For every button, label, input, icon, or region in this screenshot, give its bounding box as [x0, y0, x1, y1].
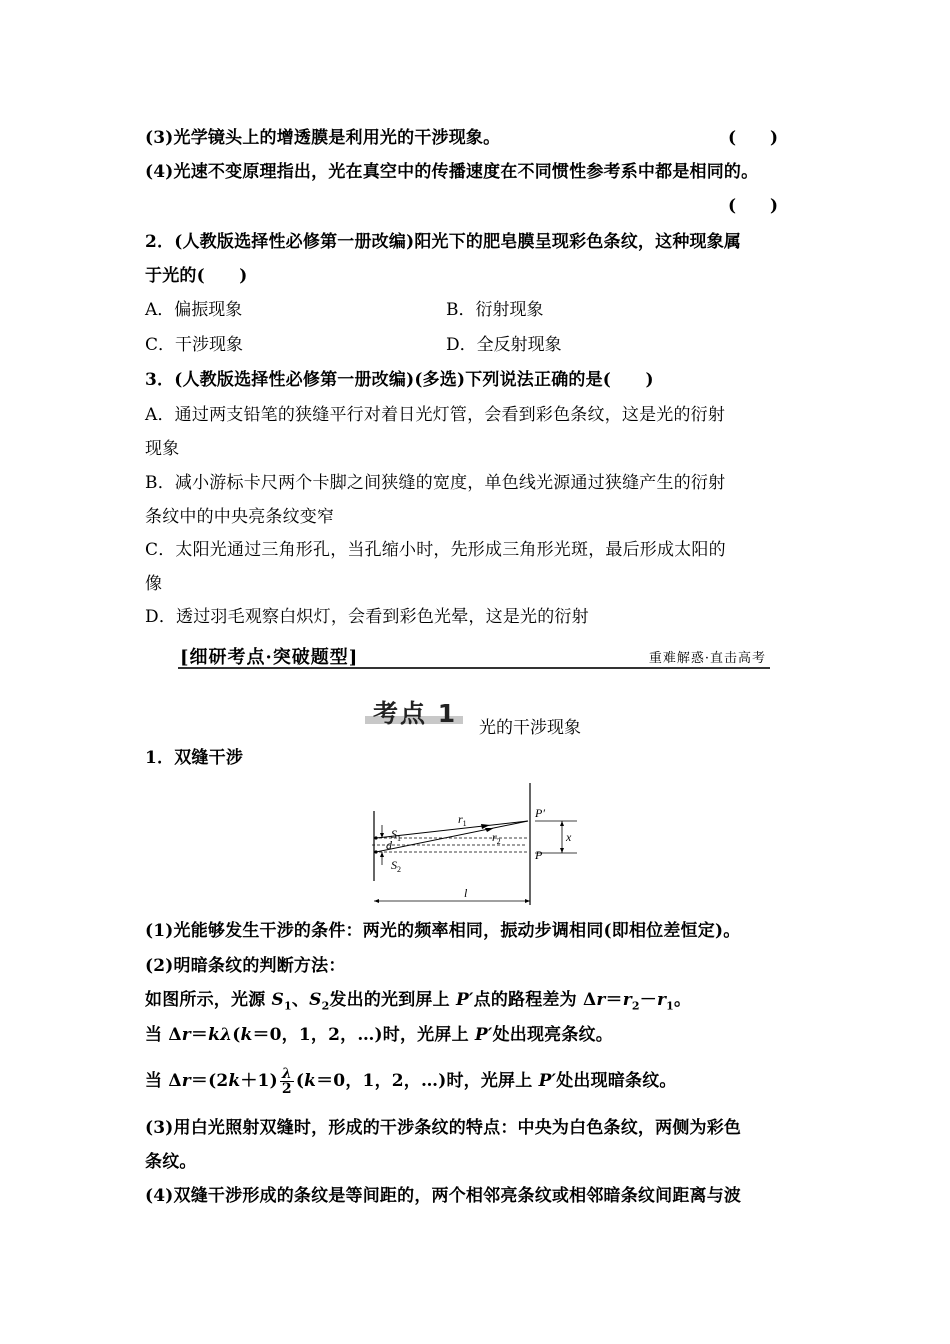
label-s2: $S_2$	[391, 858, 401, 874]
double-slit-diagram	[372, 783, 582, 908]
body-p5: 当 Δr＝(2k＋1) $\frac{\lambda}{2}$ (k＝0，1，2，…)时，光屏上 P′处出现暗条纹。	[145, 1066, 677, 1097]
q2-option-a: A．偏振现象	[145, 300, 243, 320]
q1-item3-answer-blank: ( )	[728, 128, 779, 148]
q2-option-b: B．衍射现象	[446, 300, 544, 320]
label-p: P	[535, 848, 543, 862]
body-p2: (2)明暗条纹的判断方法：	[145, 956, 346, 976]
q3-option-c-line1: C．太阳光通过三角形孔，当孔缩小时，先形成三角形光斑，最后形成太阳的	[145, 540, 726, 560]
q2-option-d: D．全反射现象	[446, 335, 562, 355]
l-arrow-right	[525, 899, 530, 903]
label-p-prime: P′	[535, 806, 545, 820]
body-p6-line1: (3)用白光照射双缝时，形成的干涉条纹的特点：中央为白色条纹，两侧为彩色	[145, 1118, 742, 1138]
label-r2: $r_2$	[492, 830, 501, 846]
q3-option-a-line1: A．通过两支铅笔的狭缝平行对着日光灯管，会看到彩色条纹，这是光的衍射	[145, 405, 726, 425]
kaodian-badge-text: 考点 1	[373, 699, 458, 728]
banner-title: [细研考点·突破题型]	[180, 647, 359, 668]
q1-item4: (4)光速不变原理指出，光在真空中的传播速度在不同惯性参考系中都是相同的。	[145, 162, 759, 182]
body-p7-line1: (4)双缝干涉形成的条纹是等间距的，两个相邻亮条纹或相邻暗条纹间距离与波	[145, 1186, 742, 1206]
body-p4: 当 Δr＝kλ(k＝0，1，2，…)时，光屏上 P′处出现亮条纹。	[145, 1025, 613, 1045]
q1-item3: (3)光学镜头上的增透膜是利用光的干涉现象。	[145, 128, 501, 148]
body-p6-line2: 条纹。	[145, 1152, 197, 1172]
section-banner	[178, 643, 770, 669]
q3-option-b-line1: B．减小游标卡尺两个卡脚之间狭缝的宽度，单色线光源通过狭缝产生的衍射	[145, 473, 726, 493]
source-s1-dot	[374, 836, 377, 839]
label-s1: $S_1$	[391, 827, 401, 843]
q3-stem: 3．(人教版选择性必修第一册改编)(多选)下列说法正确的是( )	[145, 370, 654, 390]
kaodian-title: 光的干涉现象	[479, 718, 581, 738]
q1-item4-answer-blank: ( )	[728, 196, 779, 216]
q3-option-b-line2: 条纹中的中央亮条纹变窄	[145, 507, 335, 527]
q2-option-c: C．干涉现象	[145, 335, 244, 355]
label-d: d	[386, 838, 392, 852]
q2-stem-line1: 2．(人教版选择性必修第一册改编)阳光下的肥皂膜呈现彩色条纹，这种现象属	[145, 232, 742, 252]
x-arrow-bottom	[560, 848, 564, 853]
lambda-over-two: $\frac{\lambda}{2}$	[281, 1066, 292, 1097]
label-r1: $r_1$	[458, 812, 467, 828]
q3-option-d-line1: D．透过羽毛观察白炽灯，会看到彩色光晕，这是光的衍射	[145, 607, 589, 627]
q2-stem-line2: 于光的( )	[145, 266, 248, 286]
label-x: x	[566, 830, 572, 844]
label-l: l	[464, 886, 468, 900]
banner-subtitle: 重难解惑·直击高考	[648, 651, 766, 666]
l-arrow-left	[374, 899, 379, 903]
body-p1: (1)光能够发生干涉的条件：两光的频率相同，振动步调相同(即相位差恒定)。	[145, 921, 741, 941]
section1-heading: 1．双缝干涉	[145, 748, 244, 768]
kaodian-badge	[365, 694, 463, 728]
source-s2-dot	[374, 850, 377, 853]
body-p3: 如图所示，光源 $S_1$、$S_2$发出的光到屏上 P′点的路程差为 $\Delta r=r_2-r_1$。	[145, 990, 692, 1013]
d-arrow-bottom	[380, 852, 384, 857]
x-arrow-top	[560, 821, 564, 826]
q3-option-a-line2: 现象	[145, 439, 180, 459]
q3-option-c-line2: 像	[145, 574, 163, 594]
